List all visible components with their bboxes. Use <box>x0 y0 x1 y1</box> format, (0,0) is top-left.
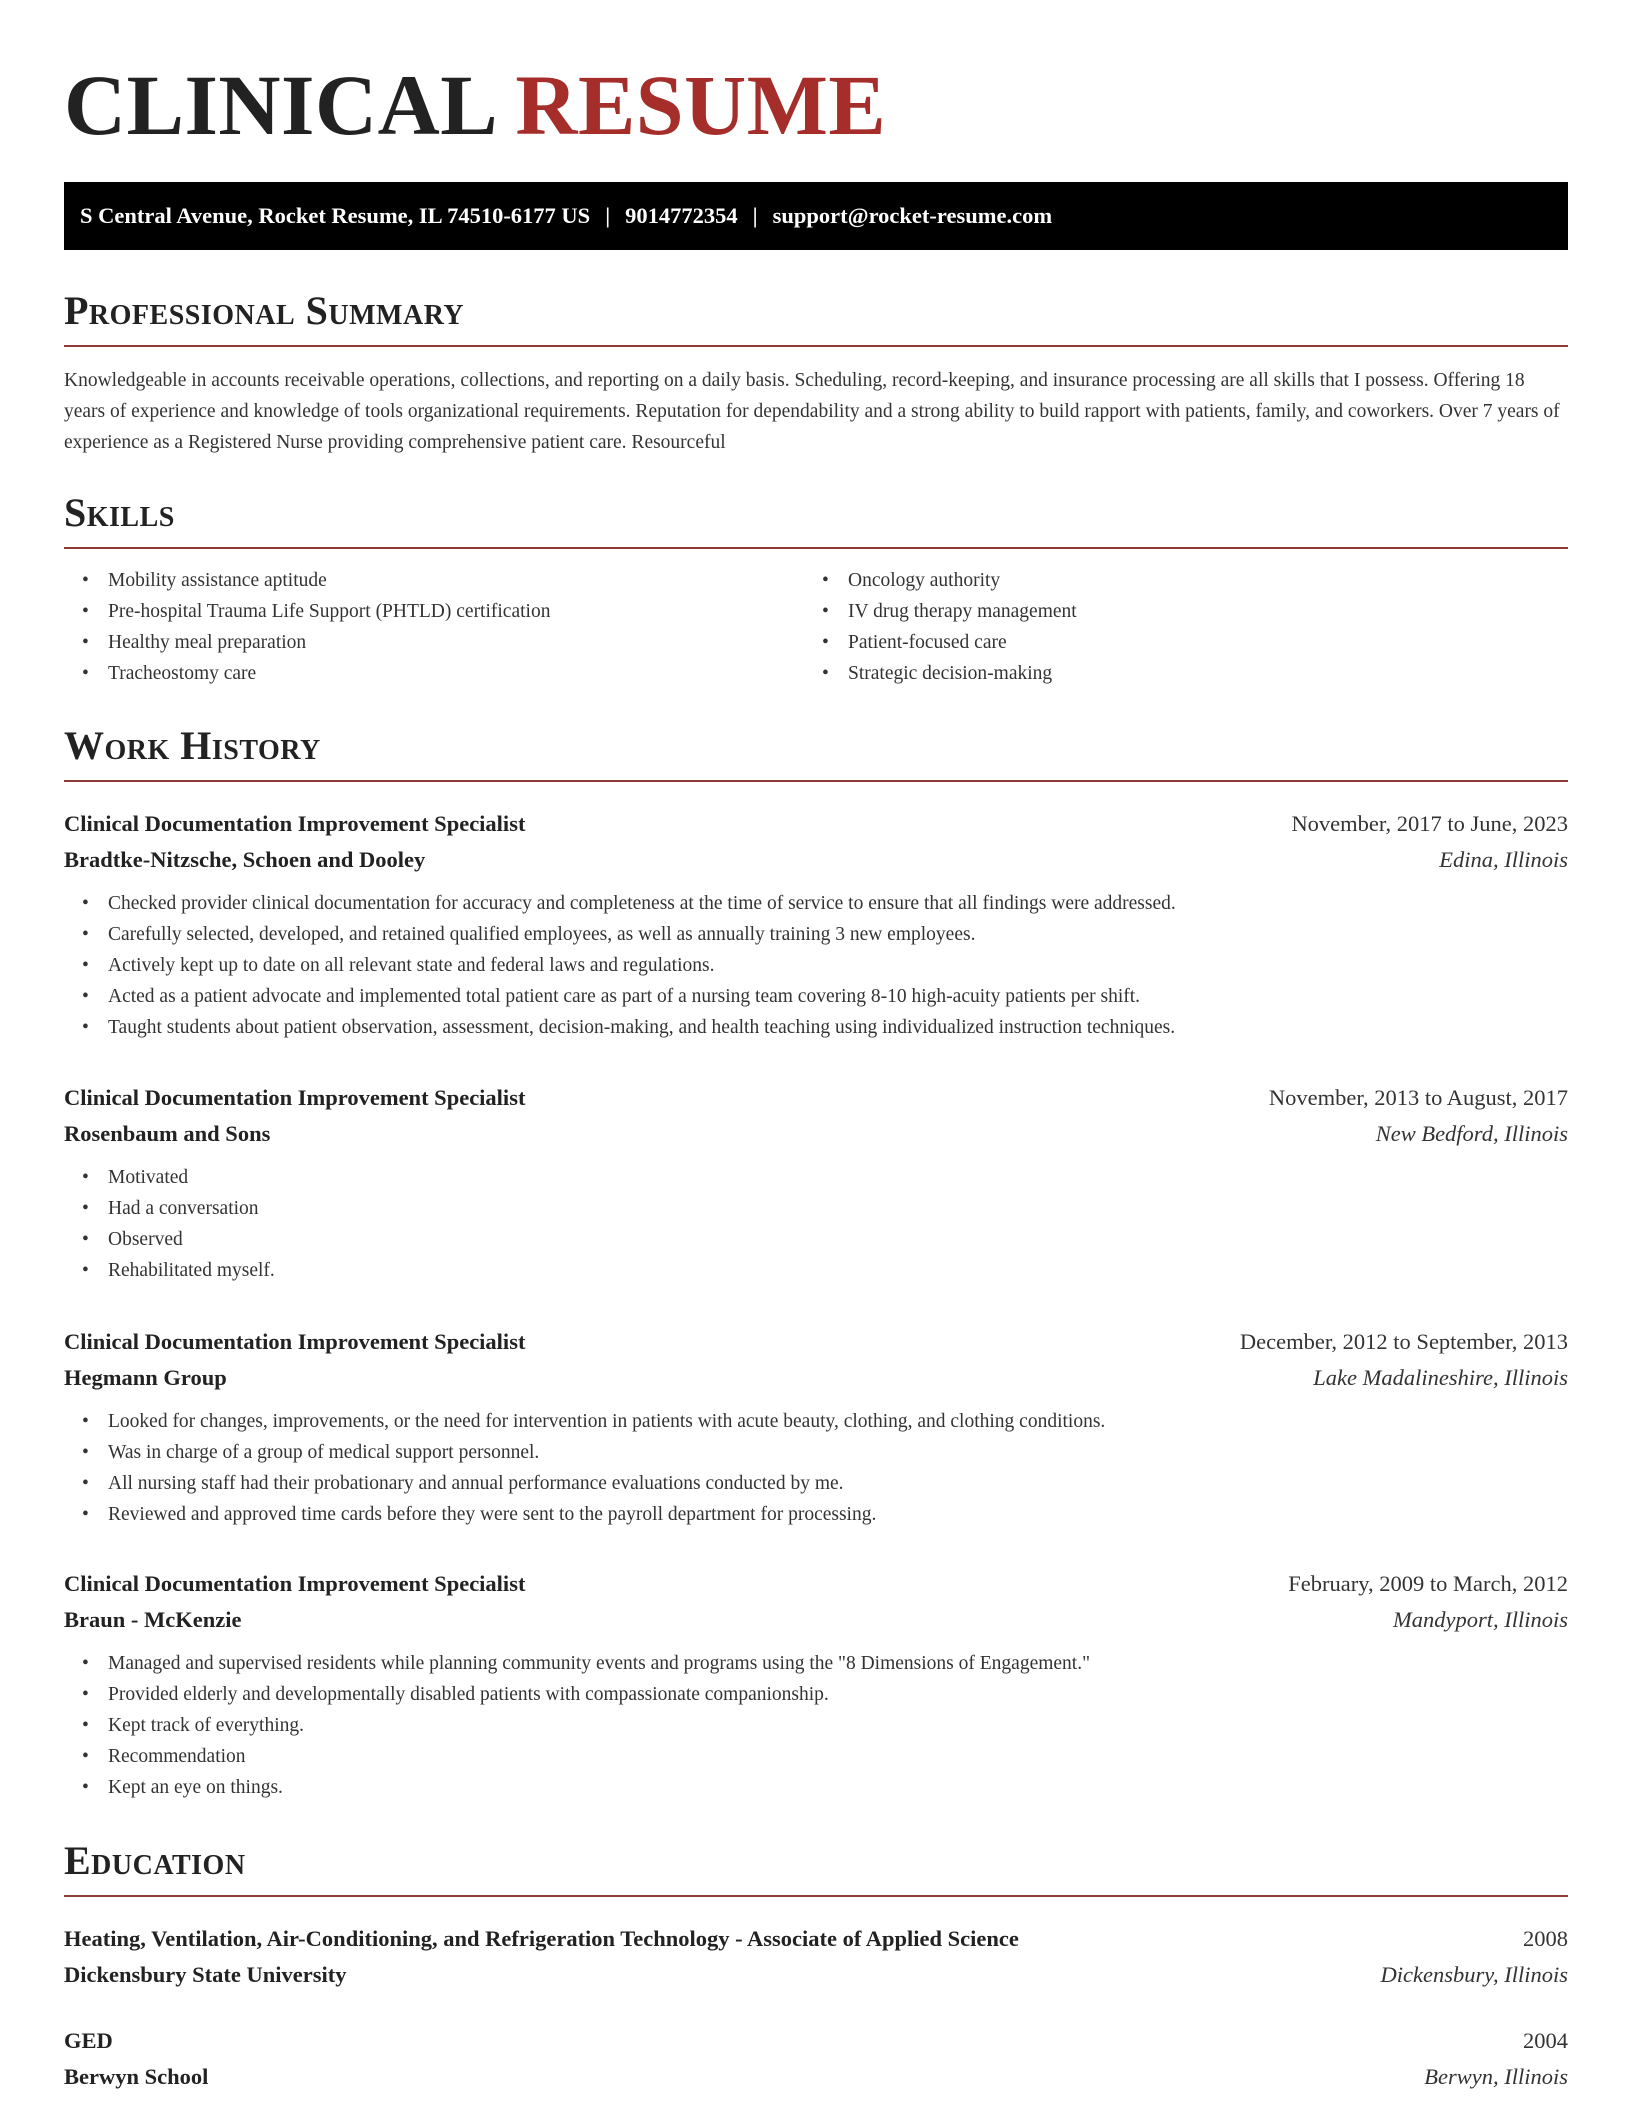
job-company: Braun - McKenzie <box>64 1607 242 1632</box>
job-bullet: • Carefully selected, developed, and retained qualified employees, as well as annually training 3 new employees. <box>64 919 1568 950</box>
education-school-row <box>64 1957 1568 1993</box>
job-bullet: • Had a conversation <box>64 1193 1568 1224</box>
job-entry <box>64 806 1568 1043</box>
skill-item: • Pre-hospital Trauma Life Support (PHTLD) certification <box>64 596 804 627</box>
education-degree: GED <box>64 2028 113 2053</box>
summary-text: Knowledgeable in accounts receivable operations, collections, and reporting on a daily basis. Scheduling, record-keeping, and insurance processing are all skills that I possess. Offering 18 years of experience and knowledge of tools organizational requirements. Reputation for dependability and a strong ability to build rapport with patients, family, and coworkers. Over 7 years of experience as a Registered Nurse providing comprehensive patient care. Resourceful <box>64 370 1560 453</box>
job-bullet: • Recommendation <box>64 1741 1568 1772</box>
skill-item: • Mobility assistance aptitude <box>64 565 804 596</box>
skills-section <box>64 489 1568 689</box>
skills-list-left <box>64 565 804 689</box>
job-title: Clinical Documentation Improvement Specialist <box>64 1329 526 1354</box>
skill-item: • Tracheostomy care <box>64 658 804 689</box>
education-entry <box>64 2023 1568 2095</box>
skill-item: • Strategic decision-making <box>804 658 1544 689</box>
job-bullet: • Reviewed and approved time cards before they were sent to the payroll department for processing. <box>64 1499 1568 1530</box>
education-location: Berwyn, Illinois <box>1424 2064 1568 2089</box>
job-bullet: • Managed and supervised residents while planning community events and programs using the "8 Dimensions of Engagement." <box>64 1648 1568 1679</box>
contact-address: S Central Avenue, Rocket Resume, IL 74510-6177 US <box>80 203 591 228</box>
job-bullet: • Actively kept up to date on all relevant state and federal laws and regulations. <box>64 950 1568 981</box>
job-bullet: • Taught students about patient observation, assessment, decision-making, and health teaching using individualized instruction techniques. <box>64 1012 1568 1043</box>
skill-item: • Oncology authority <box>804 565 1544 596</box>
job-dates: December, 2012 to September, 2013 <box>1239 1329 1568 1354</box>
section-divider <box>64 547 1568 549</box>
education-year: 2004 <box>1523 2028 1568 2053</box>
job-bullet: • Provided elderly and developmentally disabled patients with compassionate companionship. <box>64 1679 1568 1710</box>
job-bullet: • Kept track of everything. <box>64 1710 1568 1741</box>
skills-heading: Skills <box>64 490 175 535</box>
contact-separator: | <box>605 203 611 228</box>
education-location: Dickensbury, Illinois <box>1380 1962 1568 1987</box>
job-header-row <box>64 1566 1568 1602</box>
job-bullet: • Looked for changes, improvements, or the need for intervention in patients with acute beauty, clothing, and clothing conditions. <box>64 1406 1568 1437</box>
education-header-row <box>64 2023 1568 2059</box>
education-school: Berwyn School <box>64 2064 209 2089</box>
job-title: Clinical Documentation Improvement Specialist <box>64 811 526 836</box>
education-heading: Education <box>64 1838 246 1883</box>
education-section <box>64 1837 1568 1897</box>
work-history-section <box>64 722 1568 782</box>
job-company-row <box>64 842 1568 878</box>
job-bullet: • Motivated <box>64 1162 1568 1193</box>
job-company-row <box>64 1360 1568 1396</box>
job-bullets <box>64 1406 1568 1530</box>
job-title: Clinical Documentation Improvement Specialist <box>64 1571 526 1596</box>
job-bullet: • Was in charge of a group of medical support personnel. <box>64 1437 1568 1468</box>
education-school: Dickensbury State University <box>64 1962 347 1987</box>
contact-bar <box>64 182 1568 250</box>
job-entry <box>64 1566 1568 1803</box>
section-divider <box>64 345 1568 347</box>
job-company: Bradtke-Nitzsche, Schoen and Dooley <box>64 847 426 872</box>
job-company: Rosenbaum and Sons <box>64 1121 271 1146</box>
job-bullet: • Rehabilitated myself. <box>64 1255 1568 1286</box>
education-year: 2008 <box>1523 1926 1568 1951</box>
summary-section <box>64 287 1568 458</box>
skills-list-right <box>804 565 1544 689</box>
job-bullets <box>64 1162 1568 1286</box>
job-dates: November, 2013 to August, 2017 <box>1268 1085 1568 1110</box>
job-dates: November, 2017 to June, 2023 <box>1291 811 1568 836</box>
job-location: Lake Madalineshire, Illinois <box>1313 1365 1568 1390</box>
name-first: CLINICAL <box>64 57 494 153</box>
job-location: New Bedford, Illinois <box>1375 1121 1568 1146</box>
job-company-row <box>64 1116 1568 1152</box>
skill-item: • IV drug therapy management <box>804 596 1544 627</box>
education-entry <box>64 1921 1568 1993</box>
job-title: Clinical Documentation Improvement Specialist <box>64 1085 526 1110</box>
job-bullet: • Observed <box>64 1224 1568 1255</box>
education-school-row <box>64 2059 1568 2095</box>
job-location: Edina, Illinois <box>1439 847 1568 872</box>
work-history-heading: Work History <box>64 723 321 768</box>
job-entry <box>64 1324 1568 1530</box>
job-company: Hegmann Group <box>64 1365 227 1390</box>
job-bullets <box>64 1648 1568 1803</box>
job-company-row <box>64 1602 1568 1638</box>
job-bullet: • Kept an eye on things. <box>64 1772 1568 1803</box>
job-header-row <box>64 1080 1568 1116</box>
job-location: Mandyport, Illinois <box>1393 1607 1568 1632</box>
job-bullet: • Checked provider clinical documentation for accuracy and completeness at the time of service to ensure that all findings were addressed. <box>64 888 1568 919</box>
skill-item: • Patient-focused care <box>804 627 1544 658</box>
section-divider <box>64 1895 1568 1897</box>
skills-columns <box>64 565 1568 689</box>
contact-phone: 9014772354 <box>625 203 738 228</box>
education-degree: Heating, Ventilation, Air-Conditioning, and Refrigeration Technology - Associate of Applied Science <box>64 1926 1019 1951</box>
job-bullets <box>64 888 1568 1043</box>
section-divider <box>64 780 1568 782</box>
job-bullet: • Acted as a patient advocate and implemented total patient care as part of a nursing team covering 8-10 high-acuity patients per shift. <box>64 981 1568 1012</box>
job-header-row <box>64 806 1568 842</box>
name-last: RESUME <box>515 57 887 153</box>
job-header-row <box>64 1324 1568 1360</box>
job-entry <box>64 1080 1568 1286</box>
skill-item: • Healthy meal preparation <box>64 627 804 658</box>
contact-separator: | <box>752 203 758 228</box>
resume-name <box>64 0 1568 152</box>
summary-heading: Professional Summary <box>64 288 465 333</box>
job-dates: February, 2009 to March, 2012 <box>1288 1571 1568 1596</box>
education-header-row <box>64 1921 1568 1957</box>
job-bullet: • All nursing staff had their probationary and annual performance evaluations conducted by me. <box>64 1468 1568 1499</box>
contact-email: support@rocket-resume.com <box>772 203 1053 228</box>
